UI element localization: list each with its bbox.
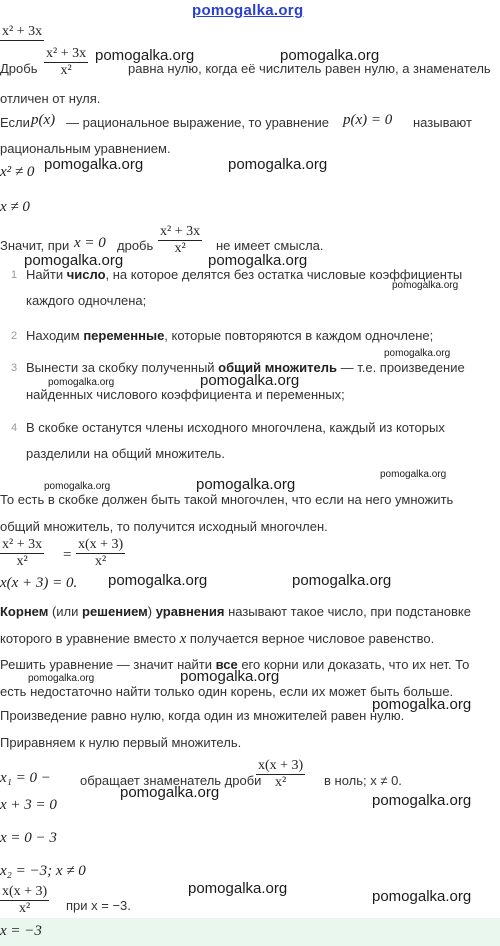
list-item-1-cont: каждого одночлена; bbox=[26, 293, 147, 308]
math-answer: x = −3 bbox=[0, 923, 42, 939]
list-number-4: 4 bbox=[11, 422, 18, 434]
watermark-top: pomogalka.org bbox=[192, 2, 304, 19]
fraction-inline-2 bbox=[158, 224, 202, 257]
fraction-denominator: x² bbox=[19, 901, 31, 916]
p3-mid: дробь bbox=[117, 238, 154, 253]
watermark: pomogalka.org bbox=[108, 572, 208, 589]
fraction-numerator: x(x + 3) bbox=[2, 884, 48, 899]
list-item-2: Находим переменные, которые повторяются в каждом одночлене; bbox=[26, 328, 434, 343]
fraction-x1 bbox=[256, 758, 305, 791]
watermark: pomogalka.org bbox=[372, 696, 472, 713]
fraction-denominator: x² bbox=[95, 554, 107, 569]
list-number-2: 2 bbox=[11, 330, 18, 342]
watermark: pomogalka.org bbox=[44, 156, 144, 173]
equals-sign: = bbox=[63, 547, 72, 563]
watermark: pomogalka.org bbox=[392, 280, 459, 291]
p3-end: не имеет смысла. bbox=[216, 238, 324, 253]
watermark: pomogalka.org bbox=[180, 668, 280, 685]
fraction-numerator: x² + 3x bbox=[2, 24, 43, 39]
fraction-numerator: x(x + 3) bbox=[78, 537, 124, 552]
p4-line-1: То есть в скобке должен быть такой многочлен, что если на него умножить bbox=[0, 492, 454, 507]
watermark: pomogalka.org bbox=[372, 888, 472, 905]
p1-end: отличен от нуля. bbox=[0, 91, 101, 106]
p6-line-1: Решить уравнение — значит найти все его корни или доказать, что их нет. То bbox=[0, 657, 470, 672]
math-step-2: x = 0 − 3 bbox=[0, 830, 57, 846]
fraction-denominator: x² bbox=[16, 554, 28, 569]
p6-line-2: есть недостаточно найти только один корень, если их может быть больше. bbox=[0, 684, 454, 699]
fraction-right bbox=[76, 537, 125, 570]
fraction-header bbox=[0, 24, 44, 51]
math-x1: x₁ = 0 − bbox=[0, 770, 51, 786]
p1-start: Дробь bbox=[0, 61, 38, 76]
fraction-final bbox=[0, 884, 49, 917]
fraction-numerator: x(x + 3) bbox=[258, 758, 304, 773]
watermark: pomogalka.org bbox=[292, 572, 392, 589]
list-item-4: В скобке останутся члены исходного многочлена, каждый из которых bbox=[26, 420, 445, 435]
watermark: pomogalka.org bbox=[228, 156, 328, 173]
watermark: pomogalka.org bbox=[280, 47, 380, 64]
math-ineq-2: x ≠ 0 bbox=[0, 199, 30, 215]
list-number-1: 1 bbox=[11, 269, 18, 281]
math-x2: x₂ = −3; x ≠ 0 bbox=[0, 863, 86, 879]
list-item-3: Вынести за скобку полученный общий множитель — т.е. произведение bbox=[26, 360, 465, 375]
watermark: pomogalka.org bbox=[200, 372, 300, 389]
watermark: pomogalka.org bbox=[95, 47, 195, 64]
list-item-4-cont: разделили на общий множитель. bbox=[26, 446, 225, 461]
watermark: pomogalka.org bbox=[120, 784, 220, 801]
list-item-1: Найти число, на которое делятся без остатка числовые коэффициенты bbox=[26, 267, 463, 282]
fraction-numerator: x² + 3x bbox=[46, 46, 87, 61]
fraction-numerator: x² + 3x bbox=[2, 537, 43, 552]
watermark: pomogalka.org bbox=[24, 252, 124, 269]
list-number-3: 3 bbox=[11, 362, 18, 374]
x1-tail: в ноль; x ≠ 0. bbox=[324, 773, 402, 788]
fraction-denominator: x² bbox=[60, 63, 72, 78]
p2-tail: называют bbox=[413, 115, 472, 130]
p1-middle: равна нулю, когда её числитель равен нулю, а знаменатель bbox=[128, 61, 491, 76]
watermark: pomogalka.org bbox=[384, 348, 451, 359]
fraction-left bbox=[0, 537, 44, 570]
watermark: pomogalka.org bbox=[372, 792, 472, 809]
fraction-numerator: x² + 3x bbox=[160, 224, 201, 239]
fraction-denominator: x² bbox=[275, 775, 287, 790]
at-x-text: при x = −3. bbox=[66, 898, 131, 913]
answer-box bbox=[0, 918, 500, 946]
p3-math: x = 0 bbox=[74, 235, 106, 251]
fraction-inline-1 bbox=[44, 46, 88, 79]
math-ineq-1: x² ≠ 0 bbox=[0, 164, 35, 180]
p2-end: рациональным уравнением. bbox=[0, 141, 171, 156]
p2-middle: — рациональное выражение, то уравнение bbox=[66, 115, 330, 130]
p5-line-1: Корнем (или решением) уравнения называют такое число, при подстановке bbox=[0, 604, 471, 619]
p2-math-eq: p(x) = 0 bbox=[343, 112, 393, 128]
p7: Произведение равно нулю, когда один из множителей равен нулю. bbox=[0, 708, 405, 723]
fraction-denominator: x² bbox=[174, 241, 186, 256]
watermark: pomogalka.org bbox=[196, 476, 296, 493]
watermark: pomogalka.org bbox=[48, 377, 115, 388]
watermark: pomogalka.org bbox=[28, 673, 95, 684]
p3-start: Значит, при bbox=[0, 238, 70, 253]
watermark: pomogalka.org bbox=[380, 469, 447, 480]
p2-math-px: p(x) bbox=[31, 112, 56, 128]
watermark: pomogalka.org bbox=[208, 252, 308, 269]
math-step-1: x + 3 = 0 bbox=[0, 797, 57, 813]
watermark: pomogalka.org bbox=[188, 880, 288, 897]
p9-text: обращает знаменатель дроби bbox=[80, 773, 262, 788]
list-item-3-cont: найденных числового коэффициента и переменных; bbox=[26, 387, 345, 402]
watermark: pomogalka.org bbox=[44, 481, 111, 492]
p2-start: Если bbox=[0, 115, 30, 130]
p5-line-2: которого в уравнение вместо x получается верное числовое равенство. bbox=[0, 631, 435, 647]
p8: Приравняем к нулю первый множитель. bbox=[0, 735, 242, 750]
p4-line-2: общий множитель, то получится исходный многочлен. bbox=[0, 519, 328, 534]
math-product-eq: x(x + 3) = 0. bbox=[0, 575, 78, 591]
